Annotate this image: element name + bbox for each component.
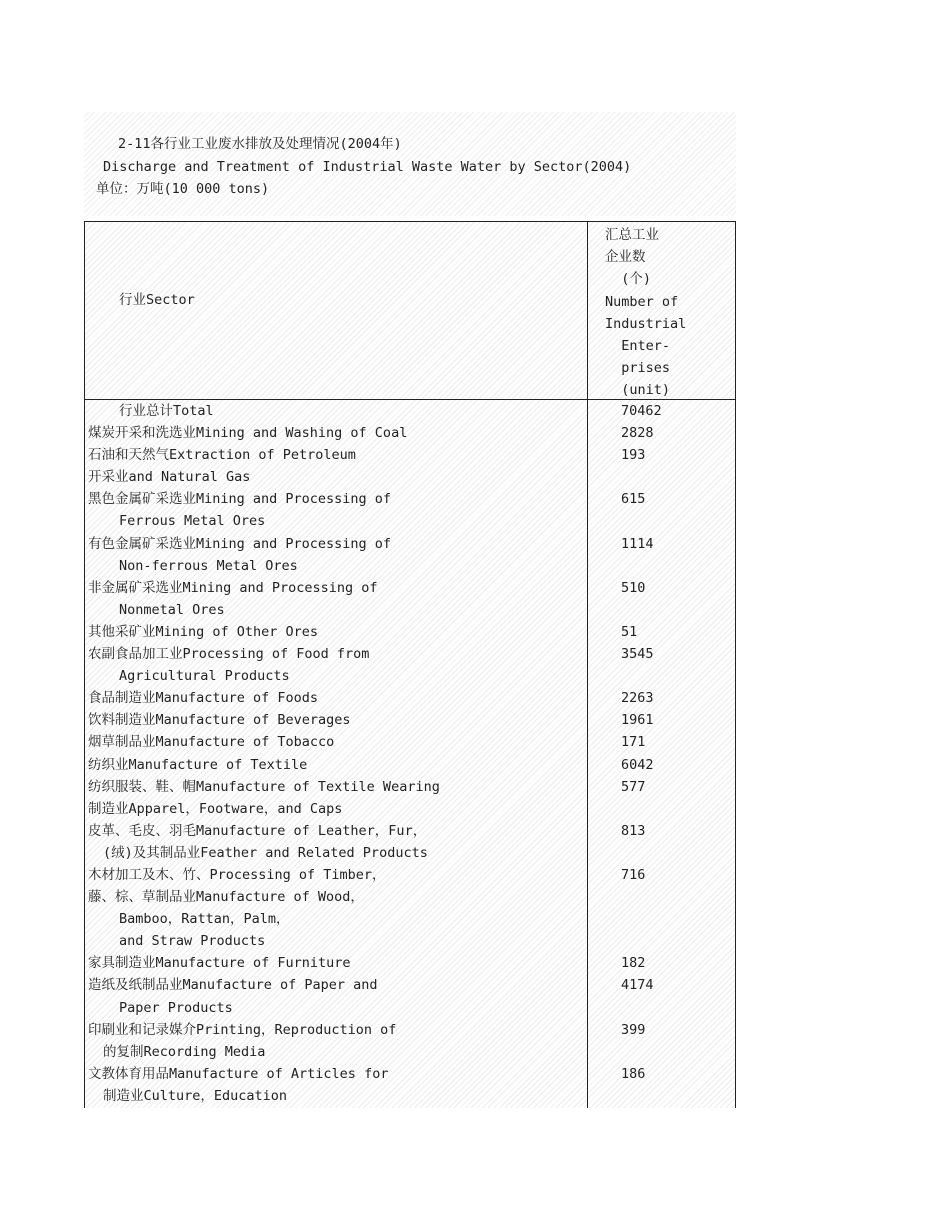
- table-row: [85, 643, 735, 665]
- row-sector: 煤炭开采和洗选业Mining and Washing of Coal: [88, 425, 408, 442]
- row-sector: 石油和天然气Extraction of Petroleum: [88, 447, 356, 464]
- table-row: [85, 1063, 735, 1085]
- row-sector: Non-ferrous Metal Ores: [119, 557, 298, 574]
- row-enterprise-count: 399: [621, 1021, 646, 1038]
- row-enterprise-count: 6042: [621, 756, 654, 773]
- row-sector: 食品制造业Manufacture of Foods: [88, 690, 319, 707]
- table-row: [85, 577, 735, 599]
- table-row: [85, 665, 735, 687]
- row-sector: 行业总计Total: [119, 403, 214, 419]
- table-title-cn: 2-11各行业工业废水排放及处理情况(2004年): [118, 136, 402, 152]
- row-sector: Ferrous Metal Ores: [119, 513, 266, 530]
- row-sector: 农副食品加工业Processing of Food from: [88, 646, 370, 663]
- table-row: [85, 886, 735, 908]
- table-row: [85, 400, 735, 422]
- row-enterprise-count: 716: [621, 866, 646, 883]
- table-row: [85, 533, 735, 555]
- table-row: [85, 952, 735, 974]
- header-sector: 行业Sector: [119, 292, 195, 308]
- row-sector: 文教体育用品Manufacture of Articles for: [88, 1065, 389, 1082]
- row-enterprise-count: 182: [621, 955, 646, 972]
- table-row: [85, 709, 735, 731]
- header-line: Enter-: [605, 338, 671, 355]
- data-table: [84, 221, 736, 1108]
- table-body: [85, 400, 735, 1107]
- table-row: [85, 599, 735, 621]
- row-sector: Agricultural Products: [119, 668, 290, 685]
- row-sector: 开采业and Natural Gas: [88, 469, 251, 486]
- table-row: [85, 731, 735, 753]
- row-enterprise-count: 510: [621, 579, 646, 596]
- row-sector: 纺织业Manufacture of Textile: [88, 756, 308, 773]
- table-row: [85, 1085, 735, 1107]
- row-sector: 制造业Apparel，Footware，and Caps: [88, 800, 343, 817]
- row-sector: 藤、棕、草制品业Manufacture of Wood，: [88, 889, 364, 906]
- row-sector: 的复制Recording Media: [103, 1043, 266, 1060]
- table-row: [85, 864, 735, 886]
- row-sector: Nonmetal Ores: [119, 601, 225, 618]
- row-sector: 非金属矿采选业Mining and Processing of: [88, 579, 378, 596]
- row-enterprise-count: 1114: [621, 535, 654, 552]
- row-sector: 皮革、毛皮、羽毛Manufacture of Leather，Fur，: [88, 822, 427, 839]
- table-row: [85, 754, 735, 776]
- table-row: [85, 974, 735, 996]
- row-sector: Bamboo，Rattan，Palm，: [119, 911, 290, 928]
- row-sector: and Straw Products: [119, 933, 266, 950]
- row-sector: 制造业Culture，Education: [103, 1087, 288, 1104]
- table-row: [85, 1019, 735, 1041]
- row-enterprise-count: 186: [621, 1065, 646, 1082]
- row-sector: 纺织服装、鞋、帽Manufacture of Textile Wearing: [88, 778, 440, 795]
- row-enterprise-count: 615: [621, 491, 646, 508]
- table-row: [85, 687, 735, 709]
- row-enterprise-count: 4174: [621, 977, 654, 994]
- table-title-en: Discharge and Treatment of Industrial Waste Water by Sector(2004): [103, 159, 632, 175]
- row-enterprise-count: 193: [621, 447, 646, 464]
- row-sector: 饮料制造业Manufacture of Beverages: [88, 712, 351, 729]
- header-line: 企业数: [605, 249, 646, 266]
- header-line: prises: [605, 360, 671, 377]
- table-row: [85, 798, 735, 820]
- row-enterprise-count: 70462: [621, 403, 662, 419]
- table-row: [85, 1041, 735, 1063]
- row-sector: 烟草制品业Manufacture of Tobacco: [88, 734, 335, 751]
- table-row: [85, 908, 735, 930]
- row-sector: 黑色金属矿采选业Mining and Processing of: [88, 491, 392, 508]
- header-line: (个): [605, 271, 652, 288]
- row-enterprise-count: 813: [621, 822, 646, 839]
- row-enterprise-count: 2263: [621, 690, 654, 707]
- row-sector: 家具制造业Manufacture of Furniture: [88, 955, 351, 972]
- table-row: [85, 930, 735, 952]
- table-row: [85, 444, 735, 466]
- header-line: Industrial: [605, 315, 687, 332]
- table-row: [85, 422, 735, 444]
- table-row: [85, 776, 735, 798]
- row-enterprise-count: 577: [621, 778, 646, 795]
- row-sector: Paper Products: [119, 999, 233, 1016]
- row-enterprise-count: 1961: [621, 712, 654, 729]
- header-line: Number of: [605, 293, 679, 310]
- row-sector: 印刷业和记录媒介Printing，Reproduction of: [88, 1021, 397, 1038]
- table-row: [85, 820, 735, 842]
- table-row: [85, 555, 735, 577]
- row-enterprise-count: 51: [621, 623, 638, 640]
- row-sector: (绒)及其制品业Feather and Related Products: [103, 844, 428, 861]
- header-line: 汇总工业: [605, 227, 659, 243]
- table-row: [85, 510, 735, 532]
- row-sector: 木材加工及木、竹、Processing of Timber，: [88, 866, 386, 883]
- table-row: [85, 466, 735, 488]
- row-sector: 有色金属矿采选业Mining and Processing of: [88, 535, 392, 552]
- unit-label: 单位：万吨(10 000 tons): [96, 181, 270, 197]
- row-enterprise-count: 171: [621, 734, 646, 751]
- table-row: [85, 621, 735, 643]
- row-enterprise-count: 3545: [621, 646, 654, 663]
- table-row: [85, 997, 735, 1019]
- header-line: (unit): [605, 382, 671, 399]
- table-row: [85, 842, 735, 864]
- header-enterprise-count: [605, 224, 715, 402]
- table-row: [85, 488, 735, 510]
- row-enterprise-count: 2828: [621, 425, 654, 442]
- row-sector: 造纸及纸制品业Manufacture of Paper and: [88, 977, 378, 994]
- row-sector: 其他采矿业Mining of Other Ores: [88, 623, 319, 640]
